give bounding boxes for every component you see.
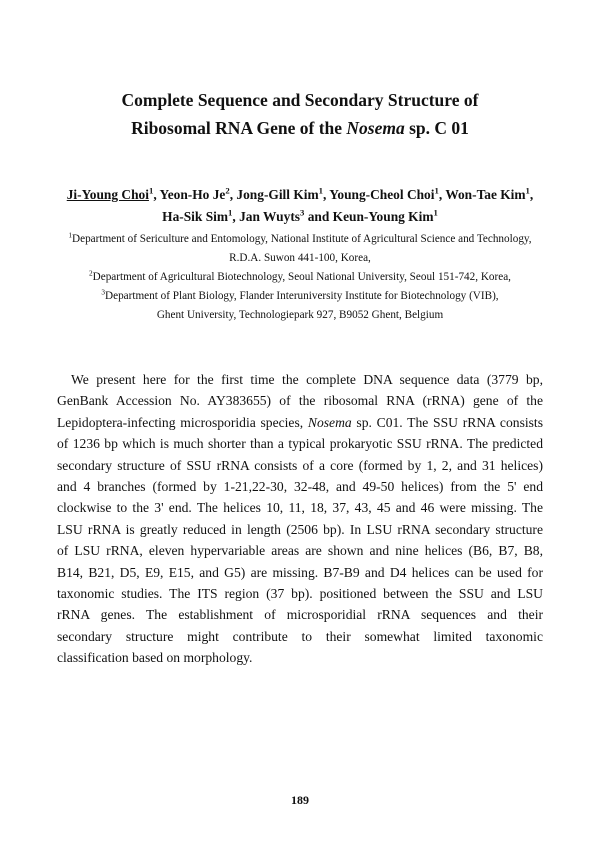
abstract-line: of LSU rRNA, eleven hypervariable areas are shown and nine helices (B6, B7, B8, [57, 543, 543, 559]
affiliation-mark: 1 [68, 231, 73, 240]
author-affiliation-mark: 1 [148, 185, 154, 196]
author-name: Keun-Young Kim [332, 209, 434, 224]
title-line-1: Complete Sequence and Secondary Structure of [121, 90, 479, 110]
author-name: Ha-Sik Sim [162, 209, 229, 224]
abstract-line: taxonomic studies. The ITS region (37 bp). positioned between the SSU and LSU [57, 586, 543, 602]
author-affiliation-mark: 1 [525, 185, 530, 196]
title-line-2-text: Ribosomal RNA Gene of the [131, 118, 347, 138]
affiliation-mark: 2 [89, 269, 93, 278]
title-line-2-end: sp. C 01 [404, 118, 469, 138]
affiliation-3-cont: Ghent University, Technologiepark 927, B9052 Ghent, Belgium [156, 309, 444, 321]
author-name: Yeon-Ho Je [159, 187, 226, 202]
abstract-line: and 4 branches (formed by 1-21,22-30, 32-48, and 49-50 helices) from the 5' end [57, 479, 543, 495]
author-name: Won-Tae Kim [445, 187, 526, 202]
author-list [40, 184, 560, 228]
abstract-line: secondary structure might contribute to their somewhat limited taxonomic [57, 628, 543, 644]
author-affiliation-mark: 2 [225, 185, 230, 196]
affiliation-mark: 3 [101, 288, 106, 297]
affiliation-3 [20, 287, 580, 306]
author-name: Ji-Young Choi [66, 187, 149, 202]
abstract-line: rRNA genes. The establishment of microsporidial rRNA sequences and their [57, 607, 543, 623]
author-affiliation-mark: 1 [318, 185, 323, 196]
abstract-line: GenBank Accession No. AY383655) of the ribosomal RNA (rRNA) gene of the [57, 393, 543, 409]
paper-title [40, 86, 560, 142]
abstract-line: B14, B21, D5, E9, E15, and G5) are missing. B7-B9 and D4 helices can be used for [57, 564, 543, 580]
affiliation-1 [20, 230, 580, 249]
title-line-2 [40, 114, 560, 142]
abstract [57, 369, 543, 669]
affiliation-text: Department of Plant Biology, Flander Interuniversity Institute for Biotechnology (VIB), [105, 290, 499, 302]
abstract-genus: Nosema [307, 414, 352, 430]
author-affiliation-mark: 1 [433, 207, 438, 218]
author-line-2: Ha-Sik Sim$^1$, Jan Wuyts$^3$ and Keun-Young Kim$^1$ [162, 207, 438, 224]
abstract-text: Lepidoptera-infecting microsporidia species, [57, 414, 308, 430]
author-name: Young-Cheol Choi [329, 187, 435, 202]
abstract-line: clockwise to the 3' end. The helices 10, 11, 18, 37, 43, 45 and 46 were missing. The [57, 500, 543, 516]
author-name: Jan Wuyts [239, 209, 300, 224]
affiliation-1-cont: R.D.A. Suwon 441-100, Korea, [229, 252, 371, 264]
affiliation-2 [20, 268, 580, 287]
page-number: 189 [291, 793, 309, 807]
affiliation-text: Department of Agricultural Biotechnology, Seoul National University, Seoul 151-742, Korea, [92, 271, 511, 283]
abstract-line: LSU rRNA is greatly reduced in length (2506 bp). In LSU rRNA secondary structure [57, 521, 543, 537]
abstract-line: We present here for the first time the complete DNA sequence data (3779 bp, [71, 372, 543, 387]
abstract-line: classification based on morphology. [57, 650, 253, 666]
author-affiliation-mark: 1 [434, 185, 439, 196]
author-conjunction: and [307, 209, 330, 224]
abstract-line: secondary structure of SSU rRNA consists of a core (formed by 1, 2, and 31 helices) [57, 457, 543, 473]
abstract-text: sp. C01. The SSU rRNA consists [351, 414, 543, 430]
title-genus: Nosema [346, 118, 405, 138]
affiliations [20, 230, 580, 325]
author-line-1: Ji-Young Choi$^1$, Yeon-Ho Je$^2$, Jong-Gill Kim$^1$, Young-Cheol Choi$^1$, Won-Tae Kim$^1$, [66, 185, 534, 202]
abstract-line [57, 412, 543, 433]
author-affiliation-mark: 3 [299, 207, 305, 218]
affiliation-text: Department of Sericulture and Entomology, National Institute of Agricultural Science and Technology, [72, 233, 532, 245]
author-name: Jong-Gill Kim [236, 187, 319, 202]
abstract-line: of 1236 bp which is much shorter than a typical prokaryotic SSU rRNA. The predicted [57, 436, 543, 452]
author-affiliation-mark: 1 [228, 207, 233, 218]
